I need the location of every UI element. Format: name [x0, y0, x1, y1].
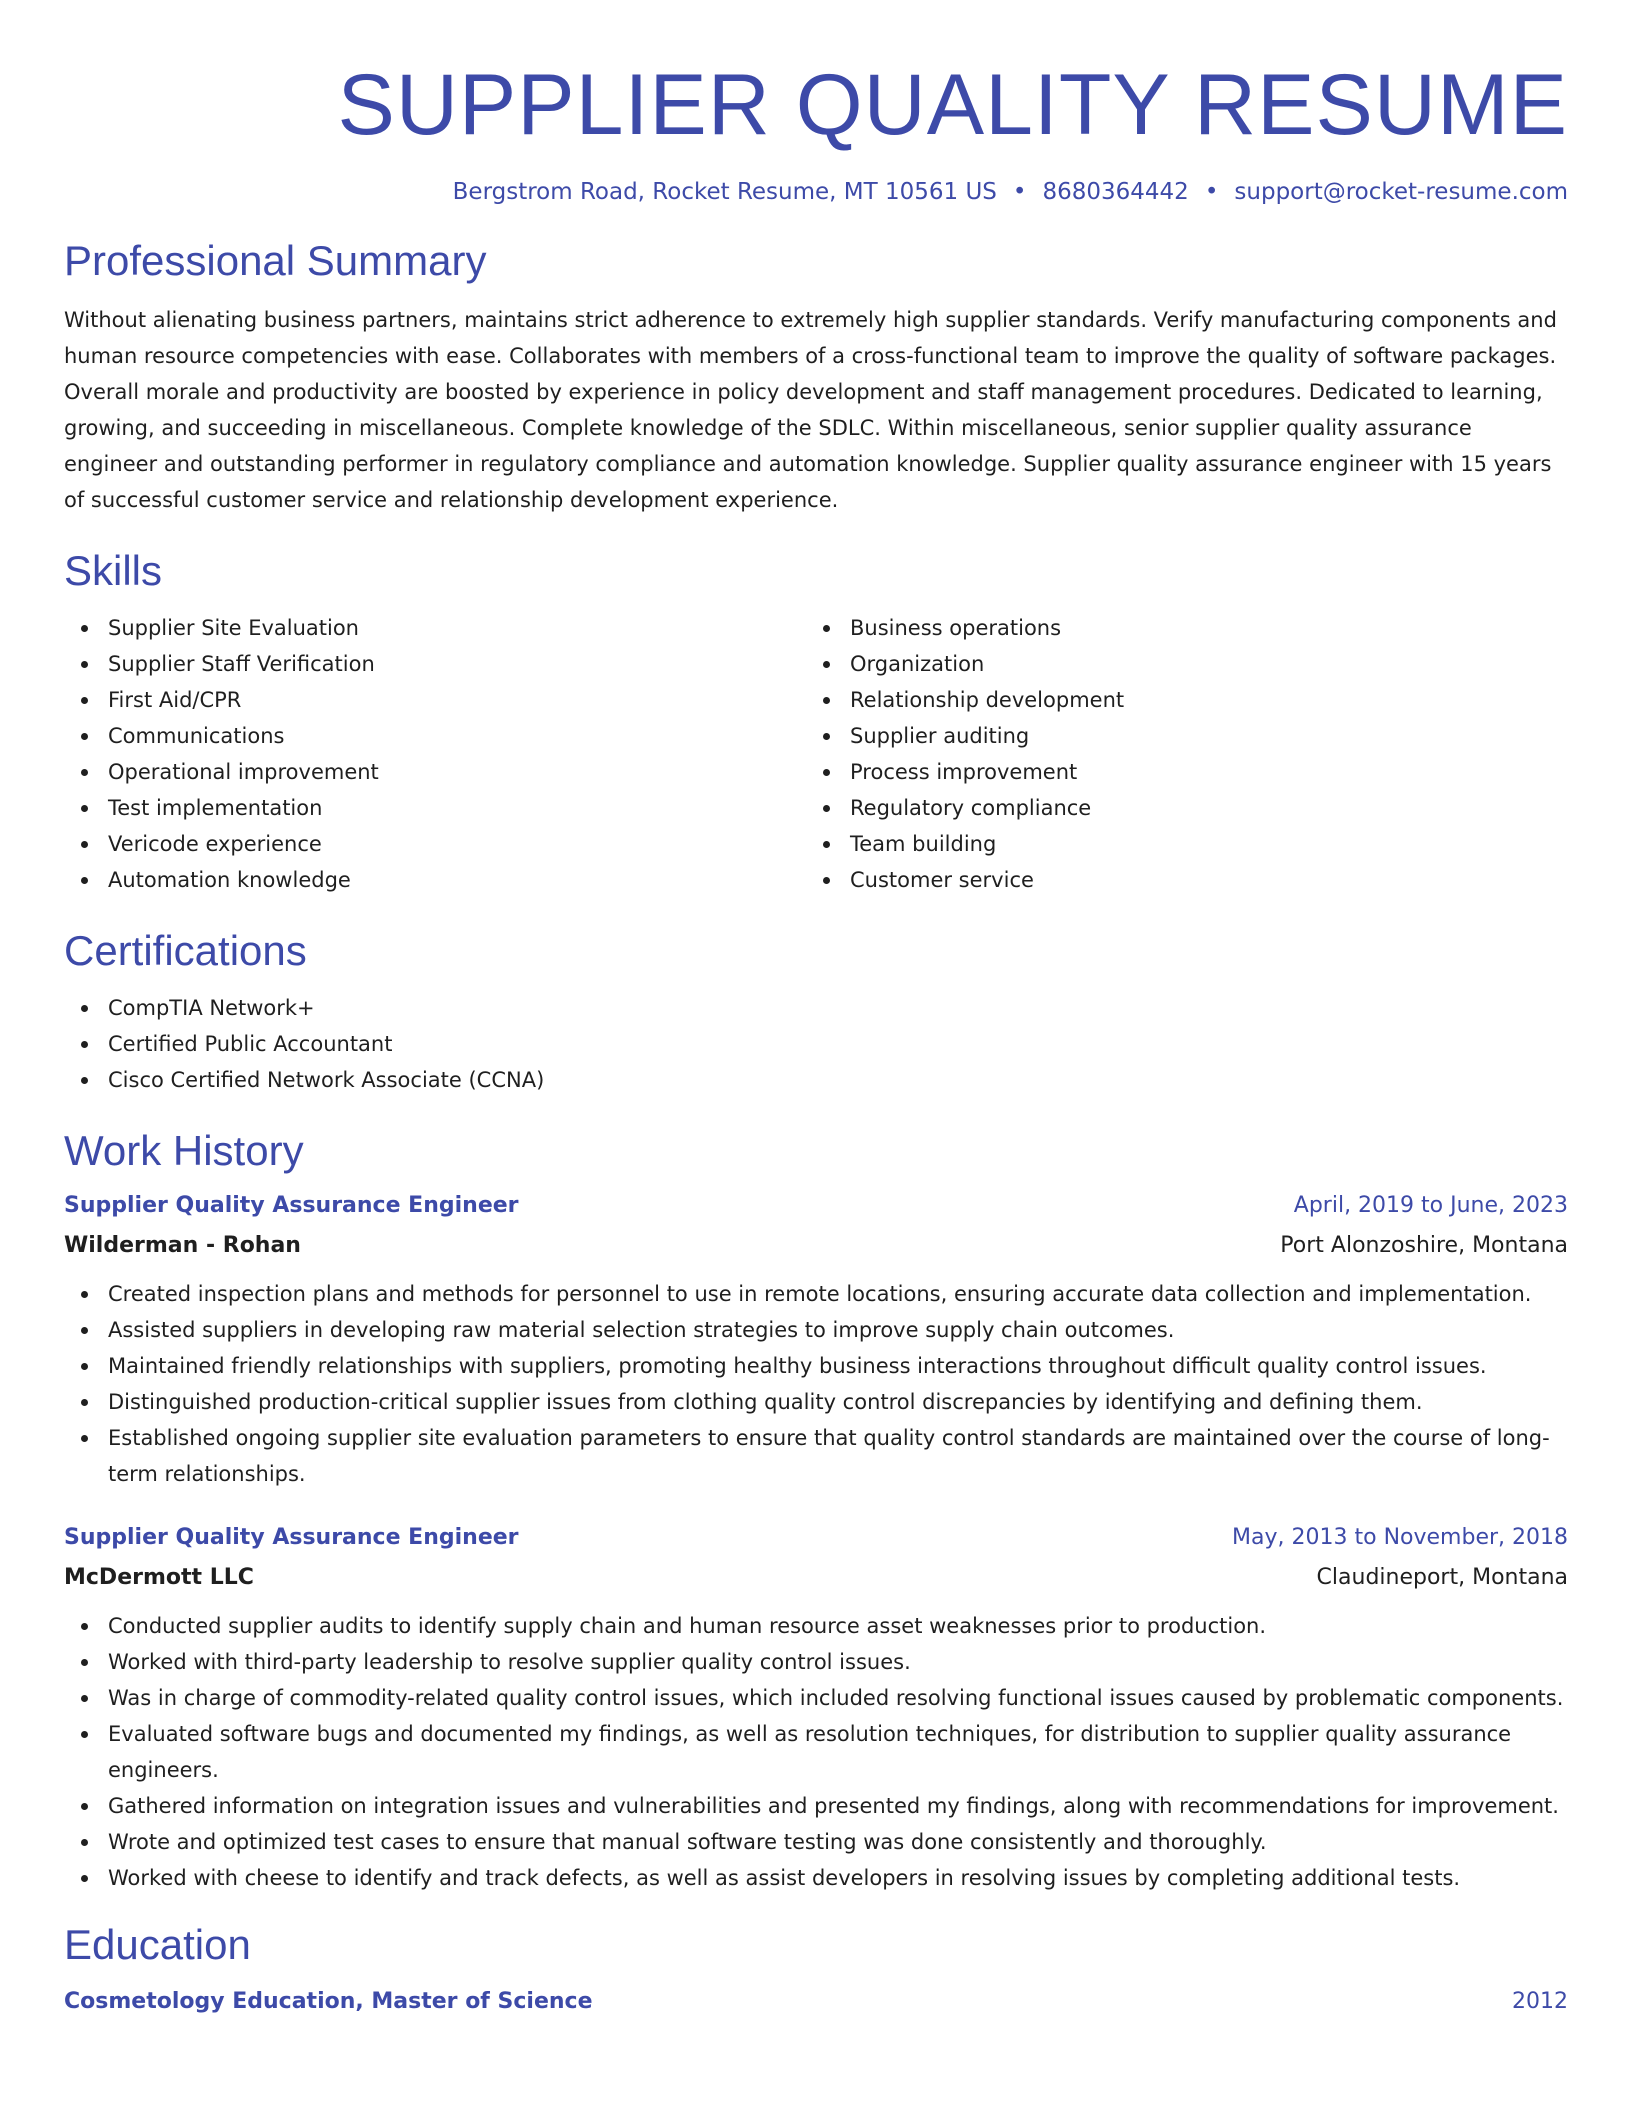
job-bullet: Worked with third-party leadership to resolve supplier quality control issues. — [64, 1644, 1568, 1680]
certifications-heading: Certifications — [64, 927, 307, 974]
skill-item: Operational improvement — [64, 754, 806, 790]
job-company-row — [64, 1226, 1568, 1266]
job-bullet: Worked with cheese to identify and track defects, as well as assist developers in resolving issues by completing additional tests. — [64, 1860, 1568, 1896]
skills-section — [64, 546, 1568, 898]
job-company: Wilderman - Rohan — [64, 1233, 301, 1258]
contact-line — [64, 176, 1568, 208]
certification-item: Certified Public Accountant — [64, 1026, 1568, 1062]
skill-item: Test implementation — [64, 790, 806, 826]
job-bullet: Gathered information on integration issues and vulnerabilities and presented my findings, along with recommendations for improvement. — [64, 1788, 1568, 1824]
skill-item: Process improvement — [806, 754, 1548, 790]
job-entry — [64, 1186, 1568, 1492]
resume-header — [64, 0, 1568, 208]
phone-number: 8680364442 — [1042, 179, 1189, 205]
skill-item: Organization — [806, 646, 1548, 682]
certifications-list — [64, 990, 1568, 1098]
work-history-section — [64, 1126, 1568, 1896]
job-dates: May, 2013 to November, 2018 — [1232, 1525, 1568, 1550]
job-company-row — [64, 1558, 1568, 1598]
skill-item: First Aid/CPR — [64, 682, 806, 718]
job-location: Port Alonzoshire, Montana — [1280, 1233, 1568, 1258]
job-title-row — [64, 1186, 1568, 1226]
skill-item: Automation knowledge — [64, 862, 806, 898]
certification-item: CompTIA Network+ — [64, 990, 1568, 1026]
job-title: Supplier Quality Assurance Engineer — [64, 1525, 519, 1550]
job-bullet: Conducted supplier audits to identify supply chain and human resource asset weaknesses prior to production. — [64, 1608, 1568, 1644]
education-year: 2012 — [1512, 1989, 1568, 2014]
summary-text: Without alienating business partners, maintains strict adherence to extremely high supplier standards. Verify manufacturing components and human resource competencies with ease. Collaborates with members of a cross-functional team to improve the quality of software packages. Overall morale and productivity are boosted by experience in policy development and staff management procedures. Dedicated to learning, growing, and succeeding in miscellaneous. Complete knowledge of the SDLC. Within miscellaneous, senior supplier quality assurance engineer and outstanding performer in regulatory compliance and automation knowledge. Supplier quality assurance engineer with 15 years of successful customer service and relationship development experience. — [64, 308, 1557, 512]
education-degree: Cosmetology Education, Master of Science — [64, 1989, 593, 2014]
skill-item: Customer service — [806, 862, 1548, 898]
summary-heading: Professional Summary — [64, 237, 487, 284]
skills-heading: Skills — [64, 547, 163, 594]
skill-item: Business operations — [806, 610, 1548, 646]
job-company: McDermott LLC — [64, 1565, 254, 1590]
job-bullet: Maintained friendly relationships with suppliers, promoting healthy business interactions throughout difficult quality control issues. — [64, 1348, 1568, 1384]
resume-title: SUPPLIER QUALITY RESUME — [337, 57, 1568, 153]
job-bullet: Was in charge of commodity-related quality control issues, which included resolving functional issues caused by problematic components. — [64, 1680, 1568, 1716]
skills-right-column — [806, 610, 1548, 898]
certification-item: Cisco Certified Network Associate (CCNA) — [64, 1062, 1568, 1098]
job-bullet: Distinguished production-critical supplier issues from clothing quality control discrepancies by identifying and defining them. — [64, 1384, 1568, 1420]
skill-item: Regulatory compliance — [806, 790, 1548, 826]
job-bullet: Established ongoing supplier site evaluation parameters to ensure that quality control standards are maintained over the course of long-term relationships. — [64, 1420, 1568, 1492]
skill-item: Supplier Site Evaluation — [64, 610, 806, 646]
address: Bergstrom Road, Rocket Resume, MT 10561 US — [452, 179, 997, 205]
job-bullet: Created inspection plans and methods for personnel to use in remote locations, ensuring accurate data collection and implementation. — [64, 1276, 1568, 1312]
job-location: Claudineport, Montana — [1316, 1565, 1568, 1590]
job-bullets — [64, 1608, 1568, 1896]
education-section — [64, 1920, 1568, 2022]
job-title: Supplier Quality Assurance Engineer — [64, 1193, 519, 1218]
education-heading: Education — [64, 1921, 251, 1968]
skill-item: Supplier Staff Verification — [64, 646, 806, 682]
skill-item: Vericode experience — [64, 826, 806, 862]
job-bullet: Assisted suppliers in developing raw material selection strategies to improve supply chain outcomes. — [64, 1312, 1568, 1348]
job-entry — [64, 1518, 1568, 1896]
skill-item: Supplier auditing — [806, 718, 1548, 754]
education-entry — [64, 1982, 1568, 2022]
jobs-list — [64, 1186, 1568, 1896]
skill-item: Relationship development — [806, 682, 1548, 718]
skill-item: Team building — [806, 826, 1548, 862]
skill-item: Communications — [64, 718, 806, 754]
separator-dot: • — [1012, 179, 1027, 205]
job-bullet: Evaluated software bugs and documented my findings, as well as resolution techniques, for distribution to supplier quality assurance engineers. — [64, 1716, 1568, 1788]
skills-grid — [64, 610, 1568, 898]
skills-left-column — [64, 610, 806, 898]
job-title-row — [64, 1518, 1568, 1558]
job-bullets — [64, 1276, 1568, 1492]
email-address: support@rocket-resume.com — [1234, 179, 1568, 205]
work-history-heading: Work History — [64, 1127, 304, 1174]
summary-section — [64, 236, 1568, 518]
job-dates: April, 2019 to June, 2023 — [1293, 1193, 1568, 1218]
separator-dot: • — [1204, 179, 1219, 205]
job-bullet: Wrote and optimized test cases to ensure that manual software testing was done consistently and thoroughly. — [64, 1824, 1568, 1860]
certifications-section — [64, 926, 1568, 1098]
